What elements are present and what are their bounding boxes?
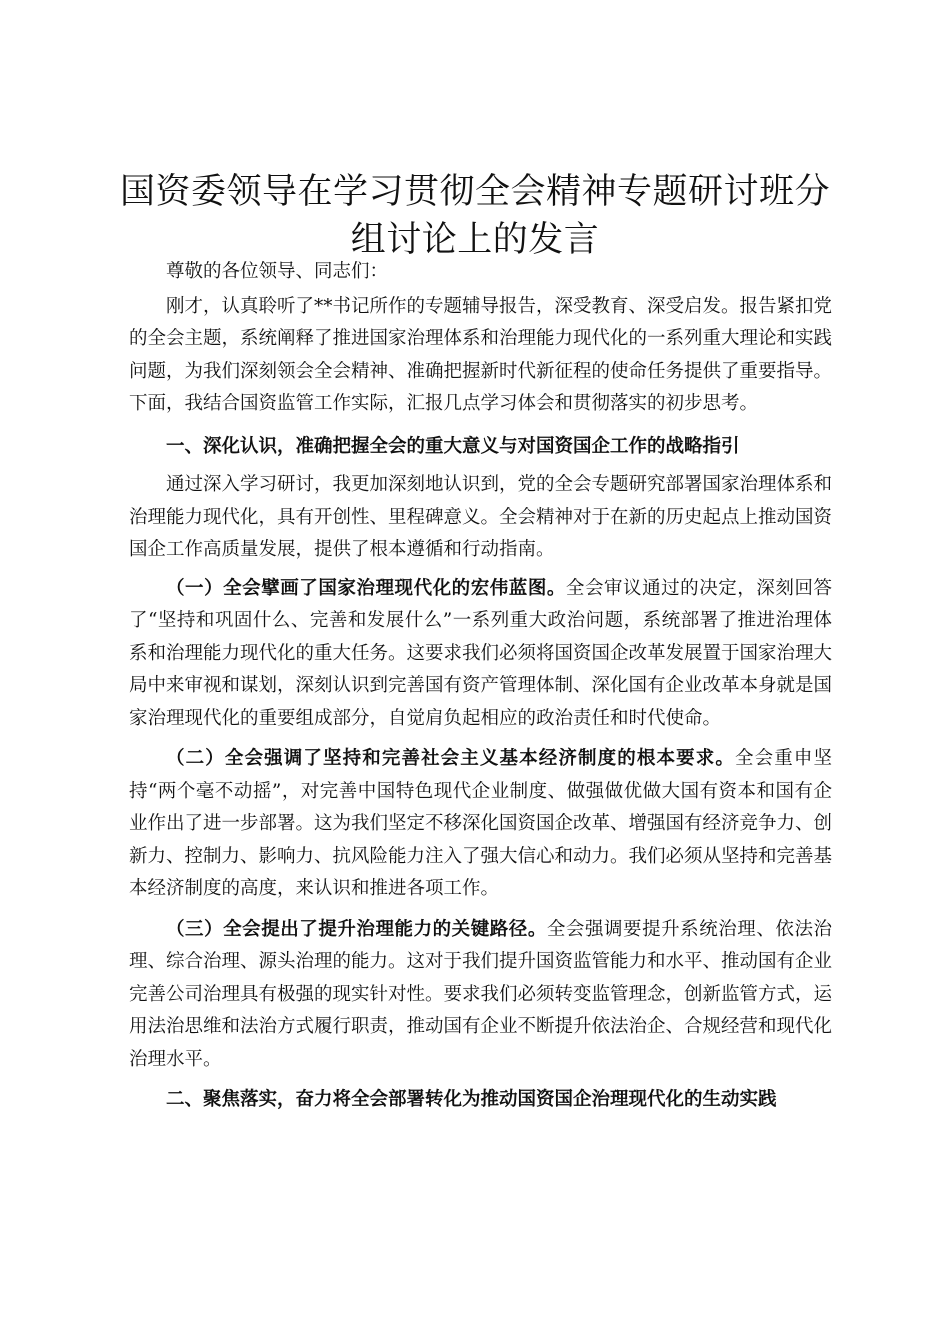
subsection-paragraph-1 (129, 573, 832, 736)
subsection-text-2: 全会重申坚持“两个毫不动摇”，对完善中国特色现代企业制度、做强做优做大国有资本和国有企业作出了进一步部署。这为我们坚定不移深化国资国企改革、增强国有经济竞争力、创新力、控制力、影响力、抗风险能力注入了强大信心和动力。我们必须从坚持和完善基本经济制度的高度，来认识和推进各项工作。 (129, 748, 833, 899)
subsection-paragraph-3 (129, 914, 832, 1077)
section-heading-2: 二、聚焦落实，奋力将全会部署转化为推动国资国企治理现代化的生动实践 (166, 1089, 777, 1110)
document-body (129, 256, 832, 1123)
document-title: 国资委领导在学习贯彻全会精神专题研讨班分组讨论上的发言 (119, 172, 830, 260)
subsection-lead-2: （二）全会强调了坚持和完善社会主义基本经济制度的根本要求。 (166, 748, 735, 769)
subsection-text-3: 全会强调要提升系统治理、依法治理、综合治理、源头治理的能力。这对于我们提升国资监管能力和水平、推动国有企业完善公司治理具有极强的现实针对性。要求我们必须转变监管理念，创新监管方式，运用法治思维和法治方式履行职责，推动国有企业不断提升依法治企、合规经营和现代化治理水平。 (129, 918, 833, 1070)
subsection-lead-3: （三）全会提出了提升治理能力的关键路径。 (166, 918, 547, 940)
subsection-paragraph-2 (129, 743, 832, 906)
subsection-text-1: 全会审议通过的决定，深刻回答了“坚持和巩固什么、完善和发展什么”一系列重大政治问题，系统部署了推进治理体系和治理能力现代化的重大任务。这要求我们必须将国资国企改革发展置于国家治理大局中来审视和谋划，深刻认识到完善国有资产管理体制、深化国有企业改革本身就是国家治理现代化的重要组成部分，自觉肩负起相应的政治责任和时代使命。 (129, 577, 833, 729)
section-heading-1: 一、深化认识，准确把握全会的重大意义与对国资国企工作的战略指引 (166, 435, 740, 457)
opening-paragraph: 刚才，认真聆听了**书记所作的专题辅导报告，深受教育、深受启发。报告紧扣党的全会主题，系统阐释了推进国家治理体系和治理能力现代化的一系列重大理论和实践问题，为我们深刻领会全会精神、准确把握新时代新征程的使命任务提供了重要指导。下面，我结合国资监管工作实际，汇报几点学习体会和贯彻落实的初步思考。 (129, 295, 833, 414)
subsection-lead-1: （一）全会擘画了国家治理现代化的宏伟蓝图。 (166, 577, 566, 599)
section-intro-paragraph: 通过深入学习研讨，我更加深刻地认识到，党的全会专题研究部署国家治理体系和治理能力现代化，具有开创性、里程碑意义。全会精神对于在新的历史起点上推动国资国企工作高质量发展，提供了根本遵循和行动指南。 (129, 474, 833, 560)
salutation: 尊敬的各位领导、同志们： (166, 261, 389, 282)
